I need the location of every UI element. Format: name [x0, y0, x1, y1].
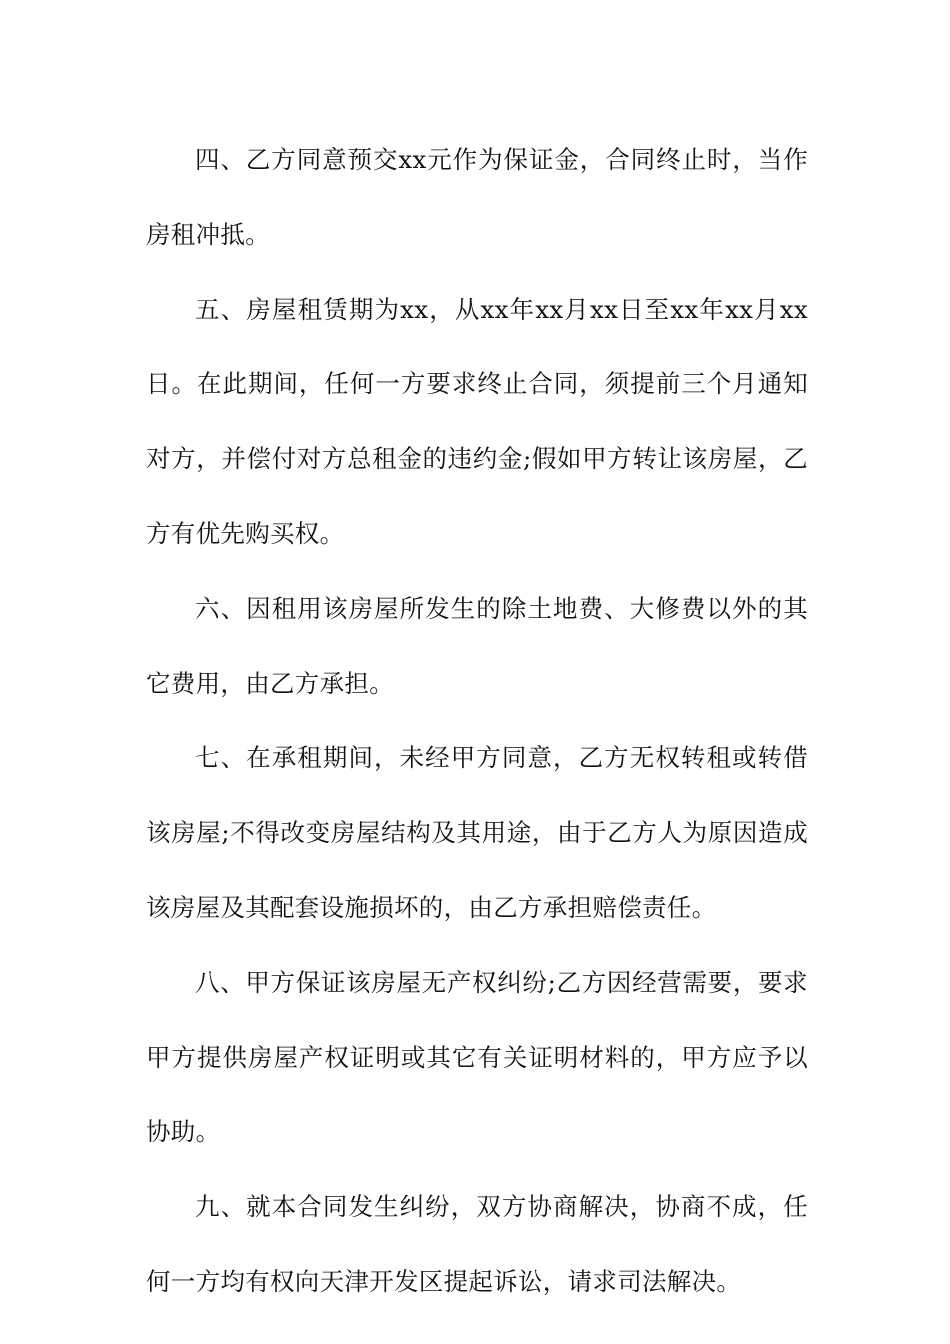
contract-body: [146, 123, 808, 1320]
clause-4-paragraph: 四、乙方同意预交xx元作为保证金，合同终止时，当作房租冲抵。: [146, 145, 808, 249]
clause-7-paragraph: 七、在承租期间，未经甲方同意，乙方无权转租或转借该房屋;不得改变房屋结构及其用途，由于乙方人为原因造成该房屋及其配套设施损坏的，由乙方承担赔偿责任。: [146, 743, 808, 922]
clause-9-paragraph: 九、就本合同发生纠纷，双方协商解决，协商不成，任何一方均有权向天津开发区提起诉讼，请求司法解决。: [146, 1192, 808, 1296]
clause-5-paragraph: 五、房屋租赁期为xx，从xx年xx月xx日至xx年xx月xx日。在此期间，任何一方要求终止合同，须提前三个月通知对方，并偿付对方总租金的违约金;假如甲方转让该房屋，乙方有优先购买权。: [146, 294, 808, 548]
clause-8-paragraph: 八、甲方保证该房屋无产权纠纷;乙方因经营需要，要求甲方提供房屋产权证明或其它有关证明材料的，甲方应予以协助。: [146, 967, 808, 1147]
clause-6-paragraph: 六、因租用该房屋所发生的除土地费、大修费以外的其它费用，由乙方承担。: [146, 593, 808, 698]
